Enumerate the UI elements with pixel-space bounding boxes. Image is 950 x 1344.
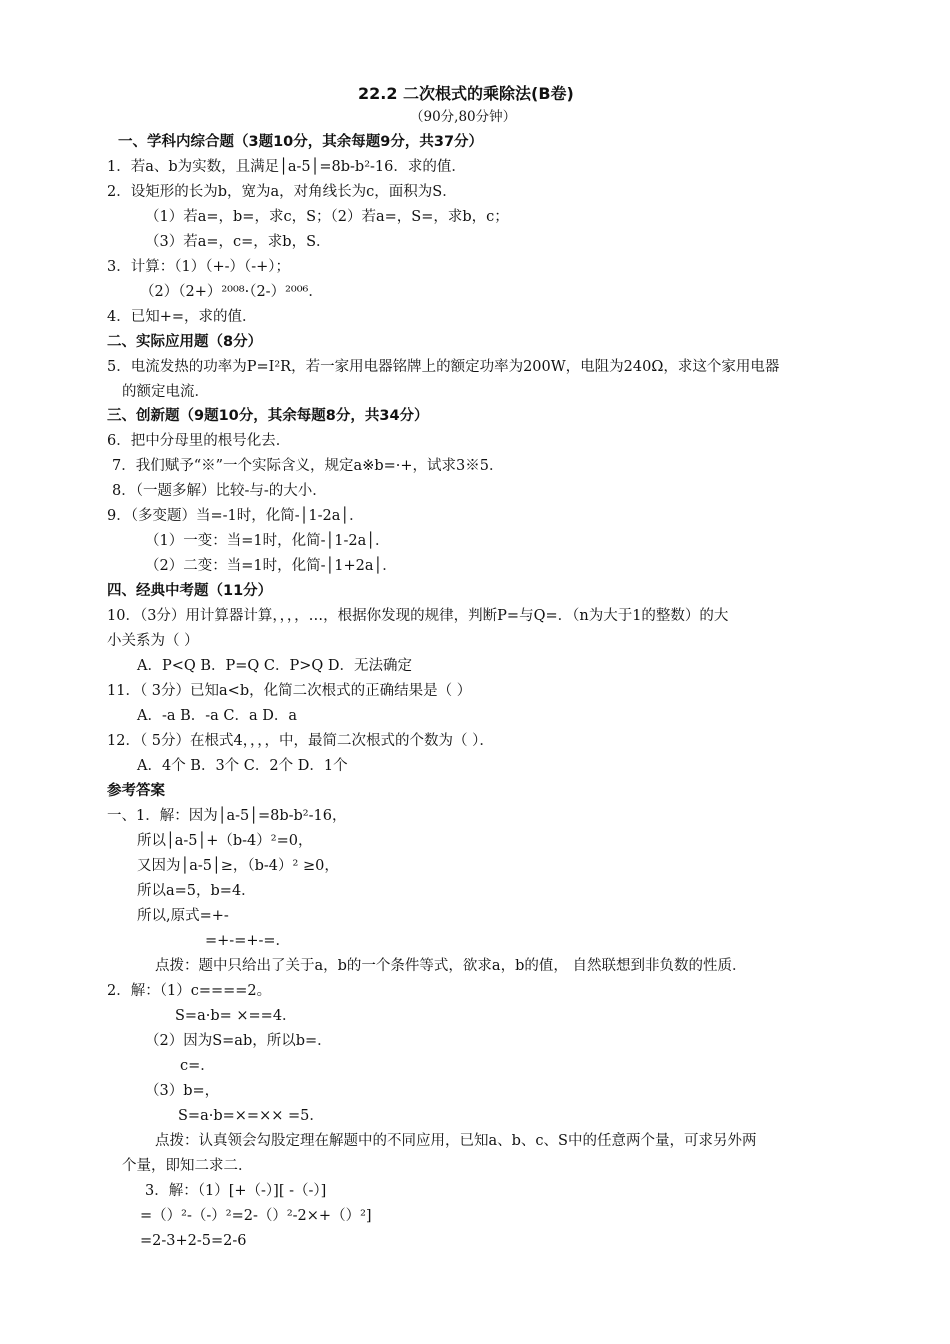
answer-options: A．-a B．-a C．a D．a bbox=[137, 708, 298, 724]
question-line: 12．（ 5分）在根式4，，，，中，最简二次根式的个数为（ ）． bbox=[107, 733, 494, 749]
answer-line: =+-=+-=． bbox=[205, 933, 291, 949]
question-line: 3．计算：（1）（+-）（-+）； bbox=[107, 259, 291, 275]
document-subtitle: （90分,80分钟） bbox=[410, 109, 517, 125]
answer-line: 所以,原式=+- bbox=[137, 908, 229, 924]
answer-options: A．P<Q B．P=Q C．P>Q D．无法确定 bbox=[137, 658, 413, 674]
answer-options: A．4个 B．3个 C．2个 D．1个 bbox=[137, 758, 348, 774]
answers-heading: 参考答案 bbox=[107, 783, 165, 799]
answer-note: 点拨：题中只给出了关于a，b的一个条件等式，欲求a，b的值， 自然联想到非负数的性质． bbox=[155, 958, 747, 974]
answer-note: 个量，即知二求二． bbox=[122, 1158, 253, 1174]
answer-note: 点拨：认真领会勾股定理在解题中的不同应用，已知a、b、c、S中的任意两个量，可求另外两 bbox=[155, 1133, 757, 1149]
answer-line: S=a·b=×=×× =5． bbox=[178, 1108, 324, 1124]
question-line: 7．我们赋予“※”一个实际含义，规定a※b=·+，试求3※5． bbox=[112, 458, 504, 474]
answer-line: 3．解：（1）[+（-）][ -（-）] bbox=[145, 1183, 327, 1199]
answer-line: =2-3+2-5=2-6 bbox=[140, 1233, 247, 1249]
question-line: 8．（一题多解）比较-与-的大小． bbox=[112, 483, 327, 499]
question-line: 2．设矩形的长为b，宽为a，对角线长为c，面积为S． bbox=[107, 184, 457, 200]
answer-line: 又因为│a-5│≥，（b-4）² ≥0， bbox=[137, 858, 339, 874]
answer-line: 所以a=5，b=4． bbox=[137, 883, 256, 899]
question-line: 10．（3分）用计算器计算，，，，…，根据你发现的规律，判断P=与Q=．（n为大于1的整数）的大 bbox=[107, 608, 729, 624]
question-line: （1）一变：当=1时，化简-│1-2a│． bbox=[145, 533, 390, 549]
section-heading: 四、经典中考题（11分） bbox=[107, 583, 273, 599]
answer-line: 一、1．解：因为│a-5│=8b-b²-16， bbox=[107, 808, 347, 824]
answer-line: S=a·b= ×==4． bbox=[175, 1008, 297, 1024]
section-heading: 三、创新题（9题10分，其余每题8分，共34分） bbox=[107, 408, 429, 424]
section-heading: 一、学科内综合题（3题10分，其余每题9分，共37分） bbox=[118, 134, 484, 150]
answer-line: （2）因为S=ab，所以b=． bbox=[145, 1033, 332, 1049]
question-line: 6．把中分母里的根号化去． bbox=[107, 433, 291, 449]
answer-line: c=． bbox=[180, 1058, 215, 1074]
question-line: （2）二变：当=1时，化简-│1+2a│． bbox=[145, 558, 397, 574]
answer-line: （3）b=， bbox=[145, 1083, 220, 1099]
question-line: 的额定电流． bbox=[122, 384, 209, 400]
answer-line: =（）²-（-）²=2-（）²-2×+（）²] bbox=[140, 1208, 372, 1224]
document-title: 22.2 二次根式的乘除法(B卷) bbox=[358, 84, 574, 103]
question-line: 9．（多变题）当=-1时，化简-│1-2a│． bbox=[107, 508, 364, 524]
question-line: 5．电流发热的功率为P=I²R，若一家用电器铭牌上的额定功率为200W，电阻为240Ω，求这个家用电器 bbox=[107, 359, 780, 375]
answer-line: 2．解：（1）c====2。 bbox=[107, 983, 272, 999]
question-line: 4．已知+=，求的值． bbox=[107, 309, 257, 325]
answer-line: 所以│a-5│+（b-4）²=0， bbox=[137, 833, 313, 849]
question-line: 小关系为（ ） bbox=[107, 633, 199, 649]
question-line: 11．（ 3分）已知a<b，化简二次根式的正确结果是（ ） bbox=[107, 683, 472, 699]
section-heading: 二、实际应用题（8分） bbox=[107, 334, 263, 350]
question-line: （2）（2+）²⁰⁰⁸·（2-）²⁰⁰⁶． bbox=[140, 284, 323, 300]
question-line: 1．若a、b为实数，且满足│a-5│=8b-b²-16．求的值． bbox=[107, 159, 466, 175]
question-line: （1）若a=，b=，求c，S；（2）若a=，S=，求b，c； bbox=[145, 209, 509, 225]
question-line: （3）若a=，c=，求b，S． bbox=[145, 234, 331, 250]
